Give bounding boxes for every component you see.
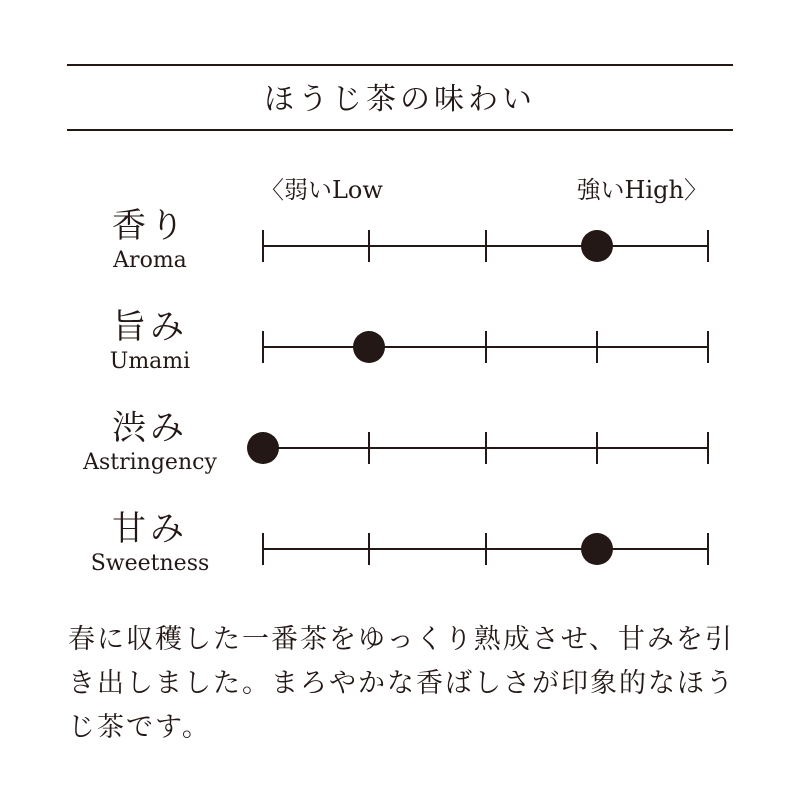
description-text: 春に収穫した一番茶をゆっくり熟成させ、甘みを引き出しました。まろやかな香ばしさが印象的なほうじ茶です。 — [68, 624, 735, 743]
level-marker-umami — [353, 331, 385, 363]
level-marker-sweetness — [581, 533, 613, 565]
attribute-jp: 香り — [112, 206, 188, 246]
attribute-jp: 甘み — [112, 509, 188, 549]
scale-high-label: 強いHigh〉 — [576, 176, 708, 204]
attribute-en: Astringency — [83, 450, 217, 475]
attribute-en: Umami — [109, 349, 191, 374]
attribute-en: Aroma — [113, 248, 187, 273]
page-title: ほうじ茶の味わい — [264, 82, 536, 117]
attribute-jp: 旨み — [112, 307, 188, 347]
attribute-en: Sweetness — [90, 551, 210, 576]
level-marker-astringency — [247, 432, 279, 464]
level-marker-aroma — [581, 230, 613, 262]
scale-low-label: 〈弱いLow — [260, 176, 383, 204]
attribute-jp: 渋み — [112, 408, 188, 448]
